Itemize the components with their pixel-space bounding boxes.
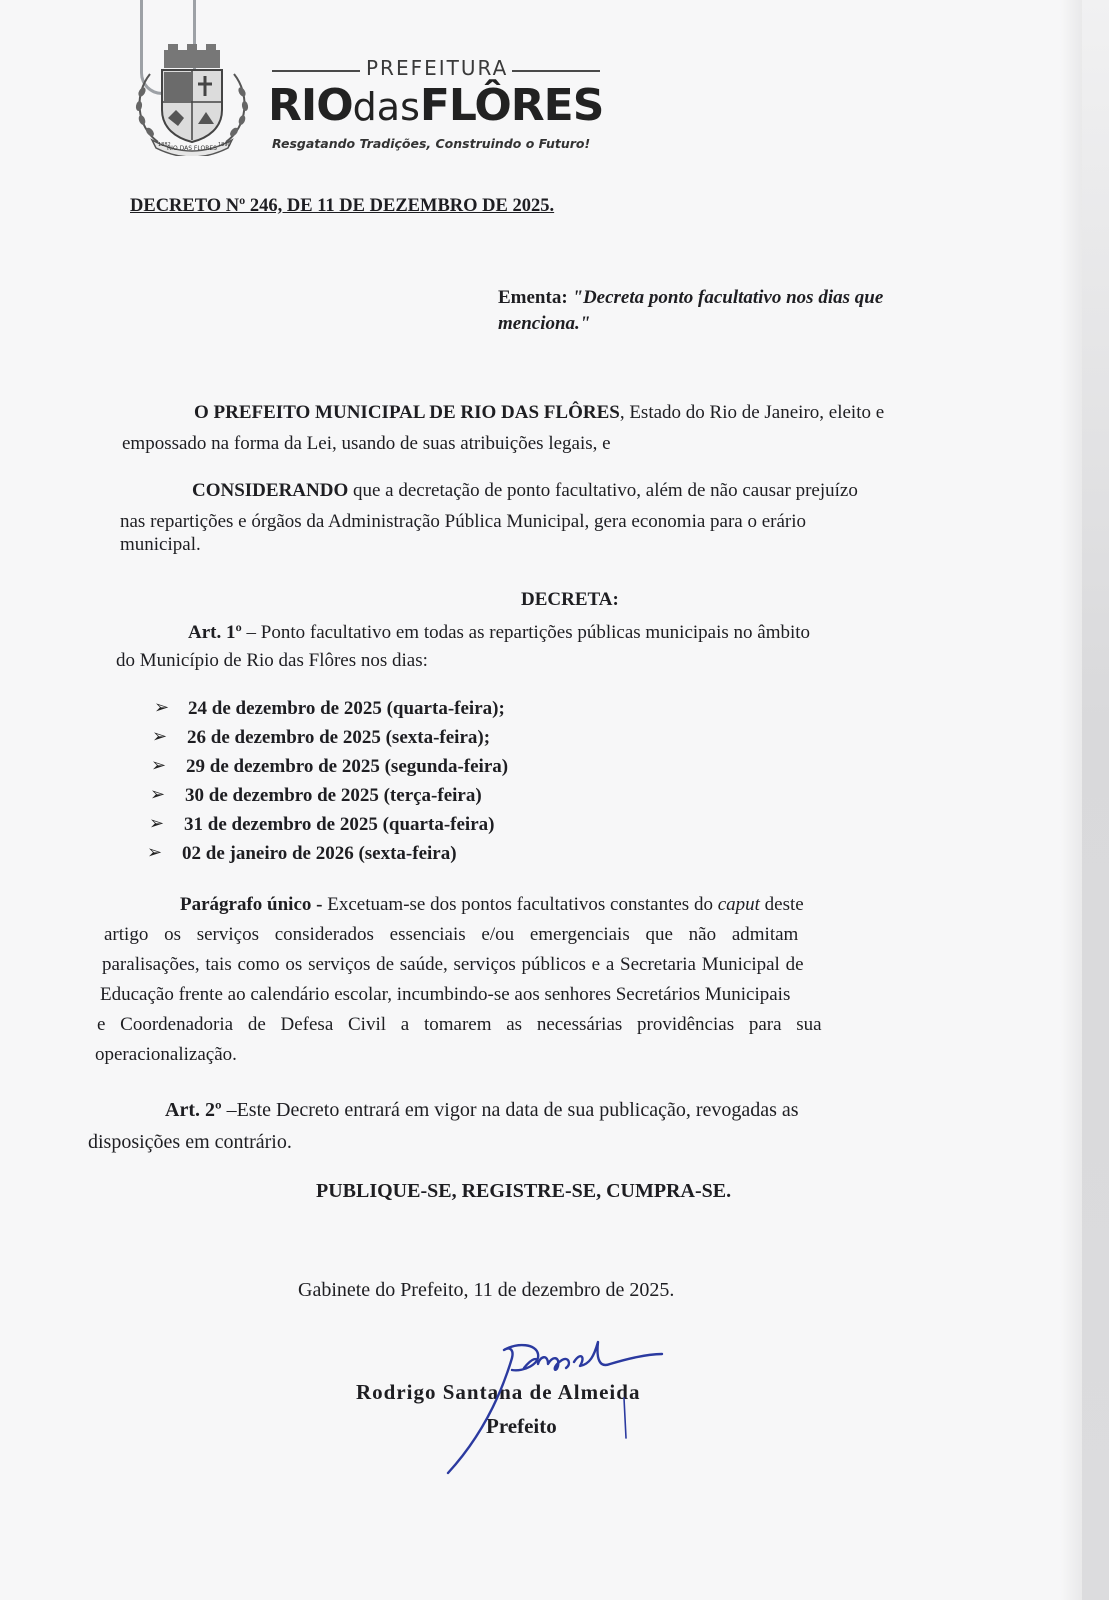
brand-slogan: Resgatando Tradições, Construindo o Futuro! xyxy=(272,136,591,151)
brand-rule-right xyxy=(512,70,600,72)
ementa-line-2: menciona." xyxy=(498,313,591,334)
place-date: Gabinete do Prefeito, 11 de dezembro de 2025. xyxy=(298,1279,675,1301)
considering-line-2: nas repartições e órgãos da Administração Pública Municipal, gera economia para o erário xyxy=(120,511,807,532)
page-shadow xyxy=(1060,0,1082,1600)
paragraph-line-4: Educação frente ao calendário escolar, incumbindo-se aos senhores Secretários Municipais xyxy=(100,984,791,1005)
signatory-name: Rodrigo Santana de Almeida xyxy=(356,1380,641,1404)
paragraph-line-6: operacionalização. xyxy=(95,1044,237,1065)
date-item-6: 02 de janeiro de 2026 (sexta-feira) xyxy=(182,843,457,864)
paragraph-line-1: Parágrafo único - Excetuam-se dos pontos facultativos constantes do caput deste xyxy=(180,894,804,915)
brand-name: RIOdasFLÔRES xyxy=(268,80,604,131)
seal-ribbon-text: RIO DAS FLORES xyxy=(167,145,217,152)
paragraph-line-5: e Coordenadoria de Defesa Civil a tomarem as necessárias providências para sua xyxy=(97,1014,822,1035)
arrow-bullet-icon: ➢ xyxy=(154,697,170,718)
page-edge-background xyxy=(1082,0,1109,1600)
date-item-1: 24 de dezembro de 2025 (quarta-feira); xyxy=(188,698,505,719)
svg-text:1882: 1882 xyxy=(158,142,171,148)
signatory-role: Prefeito xyxy=(486,1414,557,1438)
decree-title: DECRETO Nº 246, DE 11 DE DEZEMBRO DE 2025. xyxy=(130,196,555,216)
arrow-bullet-icon: ➢ xyxy=(150,784,166,805)
brand-prefeitura: PREFEITURA xyxy=(366,56,509,80)
art2-line-1: Art. 2º –Este Decreto entrará em vigor na data de sua publicação, revogadas as xyxy=(165,1099,799,1121)
arrow-bullet-icon: ➢ xyxy=(151,755,167,776)
art1-line-1: Art. 1º – Ponto facultativo em todas as repartições públicas municipais no âmbito xyxy=(188,622,811,643)
preamble-line-2: empossado na forma da Lei, usando de suas atribuições legais, e xyxy=(122,433,611,454)
svg-text:1890: 1890 xyxy=(218,142,231,148)
preamble-line-1: O PREFEITO MUNICIPAL DE RIO DAS FLÔRES, Estado do Rio de Janeiro, eleito e xyxy=(194,402,885,423)
paragraph-line-3: paralisações, tais como os serviços de saúde, serviços públicos e a Secretaria Municipal de xyxy=(102,954,804,975)
considering-line-3: municipal. xyxy=(120,534,201,555)
considering-line-1: CONSIDERANDO que a decretação de ponto facultativo, além de não causar prejuízo xyxy=(192,480,858,501)
art1-line-2: do Município de Rio das Flôres nos dias: xyxy=(116,650,428,671)
date-item-4: 30 de dezembro de 2025 (terça-feira) xyxy=(185,785,482,806)
art2-line-2: disposições em contrário. xyxy=(88,1131,292,1153)
arrow-bullet-icon: ➢ xyxy=(147,842,163,863)
date-item-2: 26 de dezembro de 2025 (sexta-feira); xyxy=(187,727,491,748)
signature-ink xyxy=(448,1342,662,1473)
date-item-3: 29 de dezembro de 2025 (segunda-feira) xyxy=(186,756,509,777)
date-item-5: 31 de dezembro de 2025 (quarta-feira) xyxy=(184,814,495,835)
arrow-bullet-icon: ➢ xyxy=(152,726,168,747)
arrow-bullet-icon: ➢ xyxy=(149,813,165,834)
coat-of-arms-icon xyxy=(128,44,256,156)
brand-rule-left xyxy=(272,70,360,72)
decreta-heading: DECRETA: xyxy=(521,589,619,610)
paragraph-line-2: artigo os serviços considerados essenciais e/ou emergenciais que não admitam xyxy=(104,924,799,945)
handwritten-signature xyxy=(440,1328,680,1478)
ementa-line-1: Ementa: "Decreta ponto facultativo nos dias que xyxy=(498,287,884,308)
closing-formula: PUBLIQUE-SE, REGISTRE-SE, CUMPRA-SE. xyxy=(316,1180,732,1202)
